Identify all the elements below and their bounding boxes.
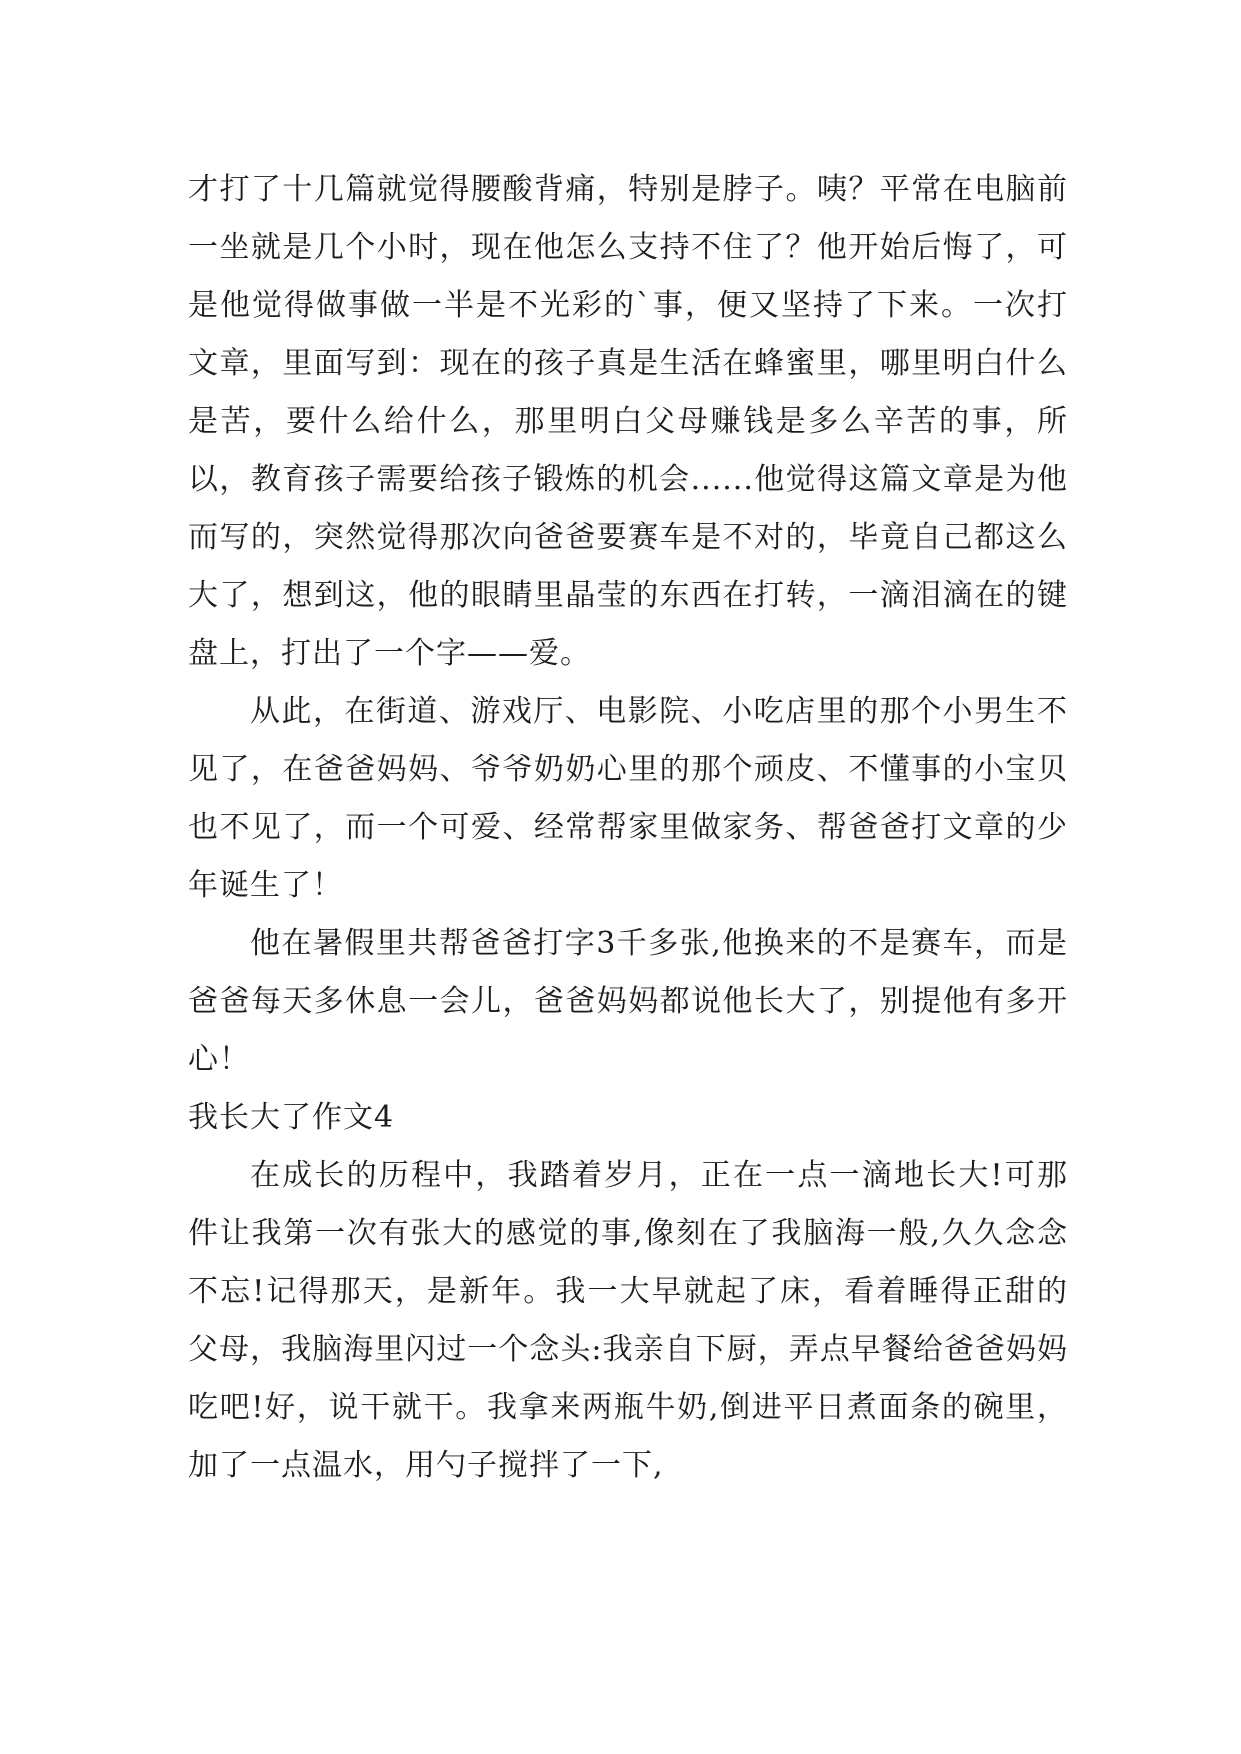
section-title: 我长大了作文4 [188, 1100, 395, 1135]
paragraph-2: 从此，在街道、游戏厅、电影院、小吃店里的那个小男生不见了，在爸爸妈妈、爷爷奶奶心里的那个顽皮、不懂事的小宝贝也不见了，而一个可爱、经常帮家里做家务、帮爸爸打文章的少年诞生了！ [188, 694, 1068, 903]
document-body [188, 161, 1068, 1495]
paragraph-3: 他在暑假里共帮爸爸打字3千多张,他换来的不是赛车，而是爸爸每天多休息一会儿，爸爸妈妈都说他长大了，别提他有多开心！ [188, 926, 1068, 1077]
paragraph-1: 才打了十几篇就觉得腰酸背痛，特别是脖子。咦？平常在电脑前一坐就是几个小时，现在他怎么支持不住了？他开始后悔了，可是他觉得做事做一半是不光彩的`事，便又坚持了下来。一次打文章，里面写到：现在的孩子真是生活在蜂蜜里，哪里明白什么是苦，要什么给什么，那里明白父母赚钱是多么辛苦的事，所以，教育孩子需要给孩子锻炼的机会......他觉得这篇文章是为他而写的，突然觉得那次向爸爸要赛车是不对的，毕竟自己都这么大了，想到这，他的眼睛里晶莹的东西在打转，一滴泪滴在的键盘上，打出了一个字——爱。 [188, 172, 1068, 671]
paragraph-4: 在成长的历程中，我踏着岁月，正在一点一滴地长大!可那件让我第一次有张大的感觉的事,像刻在了我脑海一般,久久念念不忘!记得那天，是新年。我一大早就起了床，看着睡得正甜的父母，我脑海里闪过一个念头:我亲自下厨，弄点早餐给爸爸妈妈吃吧!好，说干就干。我拿来两瓶牛奶,倒进平日煮面条的碗里，加了一点温水，用勺子搅拌了一下, [188, 1158, 1068, 1483]
